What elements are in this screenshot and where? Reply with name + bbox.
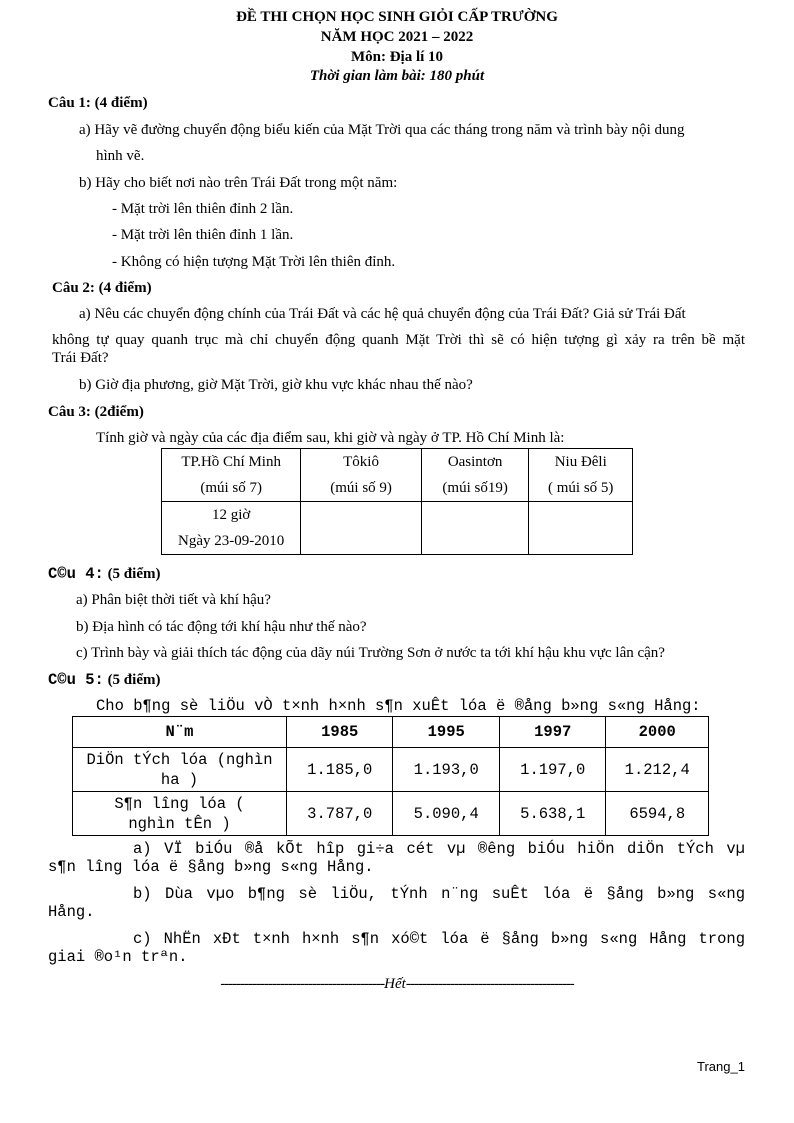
question-1b-item: - Mặt trời lên thiên đỉnh 1 lần. <box>112 227 294 243</box>
rice-production-table <box>72 716 709 836</box>
question-5c-line-2: giai ®o¹n trªn. <box>48 948 188 966</box>
question-5a-line-1: a) VÏ biÓu ®å kÕt hîp gi÷a cét vµ ®êng biÓu hiÖn diÖn tÝch vµ <box>133 840 745 858</box>
given-time: 12 giờ <box>211 507 251 523</box>
table-row-label <box>73 792 287 836</box>
table-cell: 1.212,4 <box>606 748 709 792</box>
table-cell-empty <box>301 502 421 555</box>
question-1b: b) Hãy cho biết nơi nào trên Trái Đất trong một năm: <box>79 175 398 191</box>
question-1b-item: - Mặt trời lên thiên đỉnh 2 lần. <box>112 201 294 217</box>
question-5c-line-1: c) NhËn xÐt t×nh h×nh s¶n xó©t lóa ë §ång b»ng s«ng Hång trong <box>133 930 745 948</box>
question-4c: c) Trình bày và giải thích tác động của dãy núi Trường Sơn ở nước ta tới khí hậu khu vực lân cận? <box>76 645 665 661</box>
question-1a-line-2: hình vẽ. <box>96 148 145 164</box>
question-4-points: (5 điểm) <box>107 566 161 582</box>
exam-title: ĐỀ THI CHỌN HỌC SINH GIỎI CẤP TRƯỜNG <box>236 9 558 25</box>
table-cell: 3.787,0 <box>287 792 393 836</box>
table-header-cell <box>162 449 301 502</box>
row-label-line: ha ) <box>160 770 199 789</box>
question-3-heading: Câu 3: (2điểm) <box>48 404 144 420</box>
table-cell: 1.193,0 <box>393 748 499 792</box>
time-zone: (múi số 7) <box>200 480 262 496</box>
table-header-cell: 1995 <box>393 717 499 748</box>
table-row-label <box>73 748 287 792</box>
city-name: Tôkiô <box>343 454 379 470</box>
question-5-intro: Cho b¶ng sè liÖu vÒ t×nh h×nh s¶n xuÊt lóa ë ®ång b»ng s«ng Hång: <box>96 697 701 715</box>
table-cell: 1.197,0 <box>499 748 605 792</box>
question-4b: b) Địa hình có tác động tới khí hậu như thế nào? <box>76 619 367 635</box>
row-label-line: DiÖn tÝch lóa (nghìn <box>86 750 273 769</box>
question-2a-line-1: a) Nêu các chuyển động chính của Trái Đất và các hệ quả chuyển động của Trái Đất? Giả sử Trái Đất <box>79 306 686 322</box>
table-cell: 6594,8 <box>606 792 709 836</box>
end-of-exam-marker <box>0 976 794 993</box>
question-5a-line-2: s¶n lîng lóa ë §ång b»ng s«ng Hång. <box>48 858 374 876</box>
table-cell-empty <box>421 502 529 555</box>
time-limit: Thời gian làm bài: 180 phút <box>309 68 485 84</box>
table-cell: 5.638,1 <box>499 792 605 836</box>
question-1a-line-1: a) Hãy vẽ đường chuyển động biểu kiến của Mặt Trời qua các tháng trong năm và trình bày nội dung <box>79 122 685 138</box>
table-header-cell <box>421 449 529 502</box>
row-label-line: nghìn tÊn ) <box>128 814 231 833</box>
table-cell: 5.090,4 <box>393 792 499 836</box>
end-dashes: ------------------------------------------ <box>405 976 574 992</box>
question-1-heading: Câu 1: (4 điểm) <box>48 95 148 111</box>
question-2a-line-2: không tự quay quanh trục mà chỉ chuyển động quanh Mặt Trời thì sẽ có hiện tượng gì xảy ra trên bề mặt <box>52 332 745 348</box>
question-5-label: C©u 5: <box>48 671 104 689</box>
table-header-cell: N¨m <box>73 717 287 748</box>
table-header-row <box>162 449 633 502</box>
question-1b-item: - Không có hiện tượng Mặt Trời lên thiên đỉnh. <box>112 254 396 270</box>
city-name: TP.Hồ Chí Minh <box>181 454 281 470</box>
question-2-heading: Câu 2: (4 điểm) <box>52 280 152 296</box>
time-zone: ( múi số 5) <box>548 480 614 496</box>
time-zone: (múi số 9) <box>330 480 392 496</box>
table-row <box>73 792 709 836</box>
page-number: Trang_1 <box>697 1059 745 1074</box>
time-zone-table <box>161 448 633 555</box>
time-zone: (múi số19) <box>442 480 508 496</box>
table-row <box>73 748 709 792</box>
subject: Môn: Địa lí 10 <box>350 49 444 65</box>
table-row <box>162 502 633 555</box>
question-2b: b) Giờ địa phương, giờ Mặt Trời, giờ khu vực khác nhau thế nào? <box>79 377 473 393</box>
question-5-heading <box>48 671 160 689</box>
question-3-intro: Tính giờ và ngày của các địa điểm sau, khi giờ và ngày ở TP. Hồ Chí Minh là: <box>96 430 565 446</box>
question-5b-line-1: b) Dùa vµo b¶ng sè liÖu, tÝnh n¨ng suÊt lóa ë §ång b»ng s«ng <box>133 885 745 903</box>
table-cell-empty <box>529 502 633 555</box>
question-2a-line-3: Trái Đất? <box>52 350 109 366</box>
end-word: Hết <box>384 976 406 992</box>
city-name: Niu Đêli <box>554 454 607 470</box>
table-header-cell <box>529 449 633 502</box>
question-4-heading <box>48 565 160 583</box>
table-header-row <box>73 717 709 748</box>
table-header-cell: 1985 <box>287 717 393 748</box>
city-name: Oasintơn <box>447 454 503 470</box>
table-cell <box>162 502 301 555</box>
question-5b-line-2: Hång. <box>48 903 95 921</box>
table-header-cell: 2000 <box>606 717 709 748</box>
question-5-points: (5 điểm) <box>107 672 161 688</box>
end-dashes: ----------------------------------------- <box>220 976 385 992</box>
table-cell: 1.185,0 <box>287 748 393 792</box>
table-header-cell <box>301 449 421 502</box>
table-header-cell: 1997 <box>499 717 605 748</box>
question-4a: a) Phân biệt thời tiết và khí hậu? <box>76 592 271 608</box>
given-date: Ngày 23-09-2010 <box>178 533 285 549</box>
school-year: NĂM HỌC 2021 – 2022 <box>320 29 474 45</box>
row-label-line: S¶n lîng lóa ( <box>114 794 245 813</box>
question-4-label: C©u 4: <box>48 565 104 583</box>
